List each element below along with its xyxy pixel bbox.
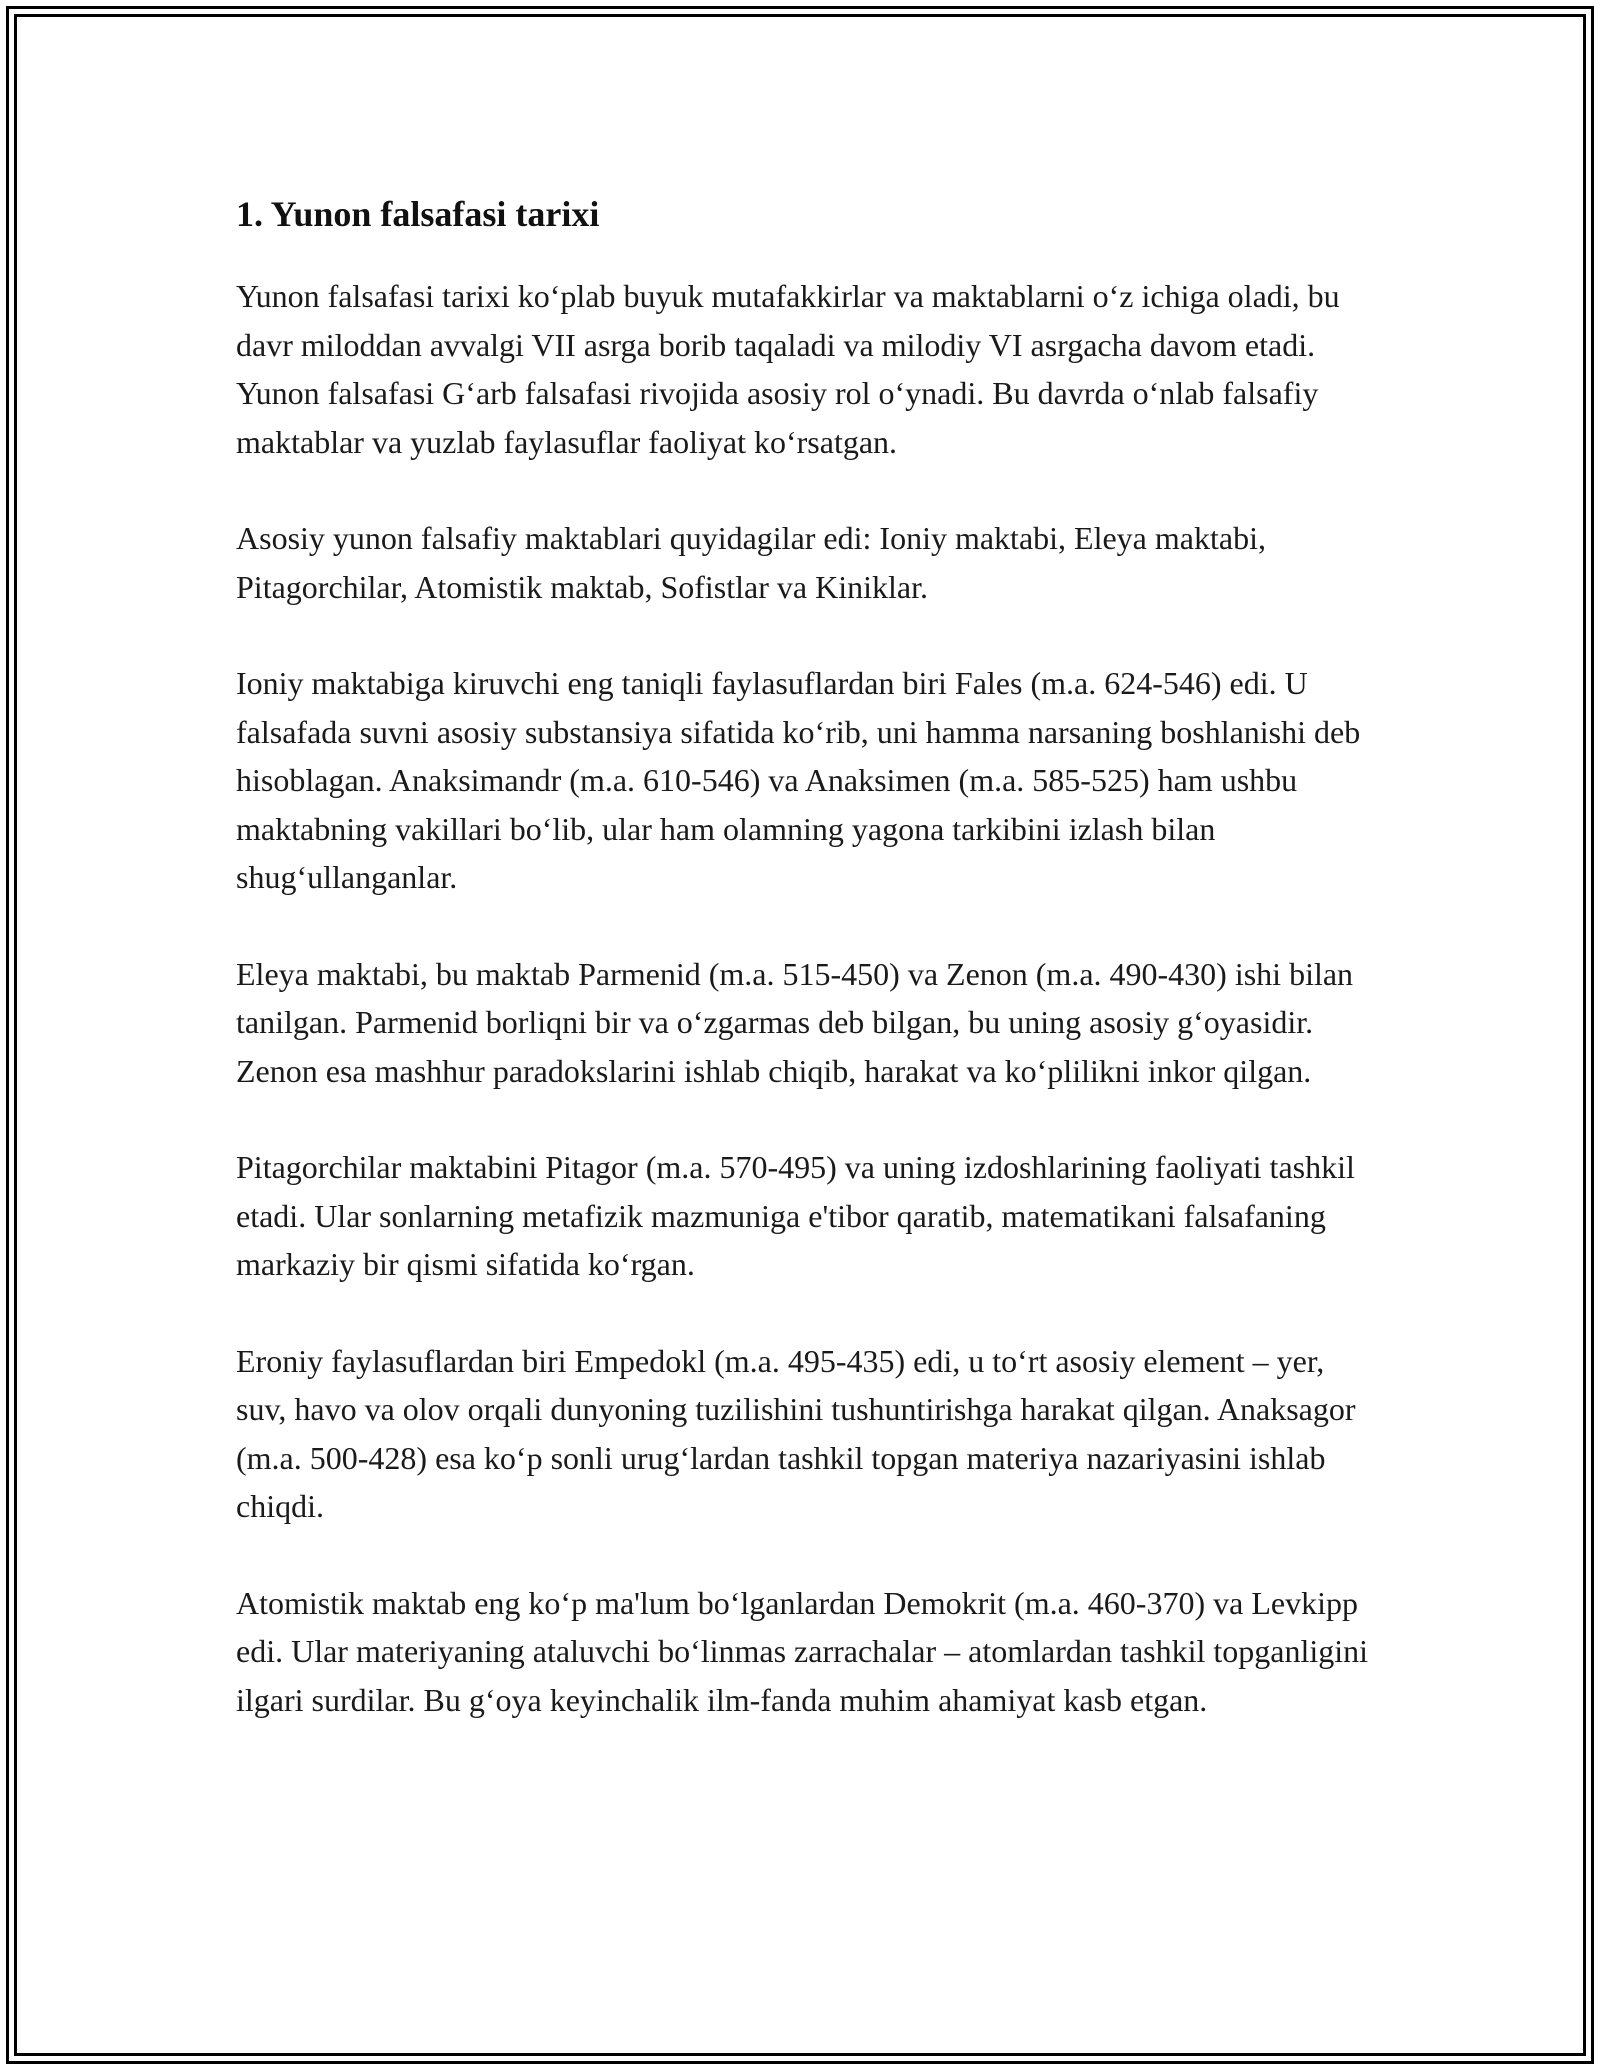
paragraph-pythagoreans: Pitagorchilar maktabini Pitagor (m.a. 570-495) va uning izdoshlarining faoliyati tashkil etadi. Ular sonlarning metafizik mazmuniga e'tibor qaratib, matematikani falsafaning markaziy bir qismi sifatida koʻrgan. <box>236 1149 1355 1282</box>
paragraph-atomists: Atomistik maktab eng koʻp ma'lum boʻlganlardan Demokrit (m.a. 460-370) va Levkipp edi. Ular materiyaning ataluvchi boʻlinmas zarrachalar – atomlardan tashkil topganligini ilgari surdilar. Bu gʻoya keyinchalik ilm-fanda muhim ahamiyat kasb etgan. <box>236 1584 1369 1718</box>
section-title: 1. Yunon falsafasi tarixi <box>236 194 600 234</box>
paragraph-ionian-school: Ioniy maktabiga kiruvchi eng taniqli faylasuflardan biri Fales (m.a. 624-546) edi. U falsafada suvni asosiy substansiya sifatida koʻrib, uni hamma narsaning boshlanishi deb hisoblagan. Anaksimandr (m.a. 610-546) va Anaksimen (m.a. 585-525) ham ushbu maktabning vakillari boʻlib, ular ham olamning yagona tarkibini izlash bilan shugʻullanganlar. <box>236 665 1361 895</box>
paragraph-intro: Yunon falsafasi tarixi koʻplab buyuk mutafakkirlar va maktablarni oʻz ichiga oladi, bu davr miloddan avvalgi VII asrga borib taqaladi va milodiy VI asrgacha davom etadi. Yunon falsafasi Gʻarb falsafasi rivojida asosiy rol oʻynadi. Bu davrda oʻnlab falsafiy maktablar va yuzlab faylasuflar faoliyat koʻrsatgan. <box>236 278 1340 460</box>
document-body <box>236 190 1370 1772</box>
paragraph-eleatic-school: Eleya maktabi, bu maktab Parmenid (m.a. 515-450) va Zenon (m.a. 490-430) ishi bilan tanilgan. Parmenid borliqni bir va oʻzgarmas deb bilgan, bu uning asosiy gʻoyasidir. Zenon esa mashhur paradokslarini ishlab chiqib, harakat va koʻplilikni inkor qilgan. <box>236 955 1354 1089</box>
paragraph-schools-list: Asosiy yunon falsafiy maktablari quyidagilar edi: Ioniy maktabi, Eleya maktabi, Pitagorchilar, Atomistik maktab, Sofistlar va Kiniklar. <box>236 520 1266 605</box>
paragraph-empedocles: Eroniy faylasuflardan biri Empedokl (m.a. 495-435) edi, u toʻrt asosiy element – yer, suv, havo va olov orqali dunyoning tuzilishini tushuntirishga harakat qilgan. Anaksagor (m.a. 500-428) esa koʻp sonli urugʻlardan tashkil topgan materiya nazariyasini ishlab chiqdi. <box>236 1342 1356 1524</box>
